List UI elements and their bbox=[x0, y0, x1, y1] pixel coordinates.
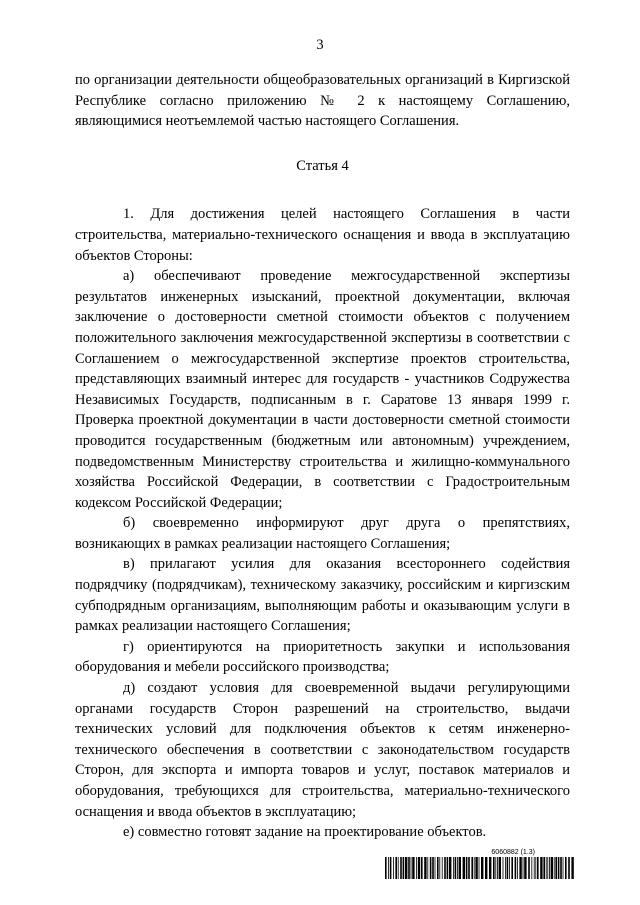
paragraph-b: б) своевременно информируют друг друга о препятствиях, возникающих в рамках реализации настоящего Соглашения; bbox=[75, 515, 570, 552]
intro-paragraph: по организации деятельности общеобразовательных организаций в Киргизской Республике согласно приложению № 2 к настоящему Соглашению, являющимися неотъемлемой частью настоящего Соглашения. bbox=[75, 72, 570, 130]
article-title: Статья 4 bbox=[296, 157, 349, 174]
barcode-bars bbox=[385, 857, 575, 879]
document-body bbox=[75, 70, 570, 843]
barcode bbox=[385, 848, 575, 879]
barcode-number: 6060882 (1.3) bbox=[491, 849, 535, 856]
paragraph-v: в) прилагают усилия для оказания всестороннего содействия подрядчику (подрядчикам), техническому заказчику, российским и киргизским субподрядным организациям, выполняющим работы и оказывающим услуги в рамках реализации настоящего Соглашения; bbox=[75, 556, 570, 635]
paragraph-g: г) ориентируются на приоритетность закупки и использования оборудования и мебели российского производства; bbox=[75, 638, 570, 676]
page-number: 3 bbox=[316, 37, 324, 53]
paragraph-e: е) совместно готовят задание на проектирование объектов. bbox=[123, 824, 487, 841]
paragraph-1: 1. Для достижения целей настоящего Соглашения в части строительства, материально-технического оснащения и ввода в эксплуатацию объектов Стороны: bbox=[75, 206, 570, 264]
paragraph-d: д) создают условия для своевременной выдачи регулирующими органами государств Сторон разрешений на строительство, выдачи технических условий для подключения объектов к сетям инженерно-технического обеспечения в соответствии с законодательством государств Сторон, для экспорта и импорта товаров и услуг, поставок материалов и оборудования, требующихся для строительства, материально-технического оснащения и ввода объектов в эксплуатацию; bbox=[75, 680, 570, 820]
paragraph-a: а) обеспечивают проведение межгосударственной экспертизы результатов инженерных изысканий, проектной документации, включая заключение о достоверности сметной стоимости объектов с получением положительного заключения межгосударственной экспертизы в соответствии с Соглашением о межгосударственной экспертизе проектов строительства, представляющих взаимный интерес для государств - участников Содружества Независимых Государств, подписанным в г. Саратове 13 января 1999 г. Проверка проектной документации в части достоверности сметной стоимости проводится государственным (бюджетным или автономным) учреждением, подведомственным Министерству строительства и жилищно-коммунального хозяйства Российской Федерации, в соответствии с Градостроительным кодексом Российской Федерации; bbox=[75, 268, 570, 511]
